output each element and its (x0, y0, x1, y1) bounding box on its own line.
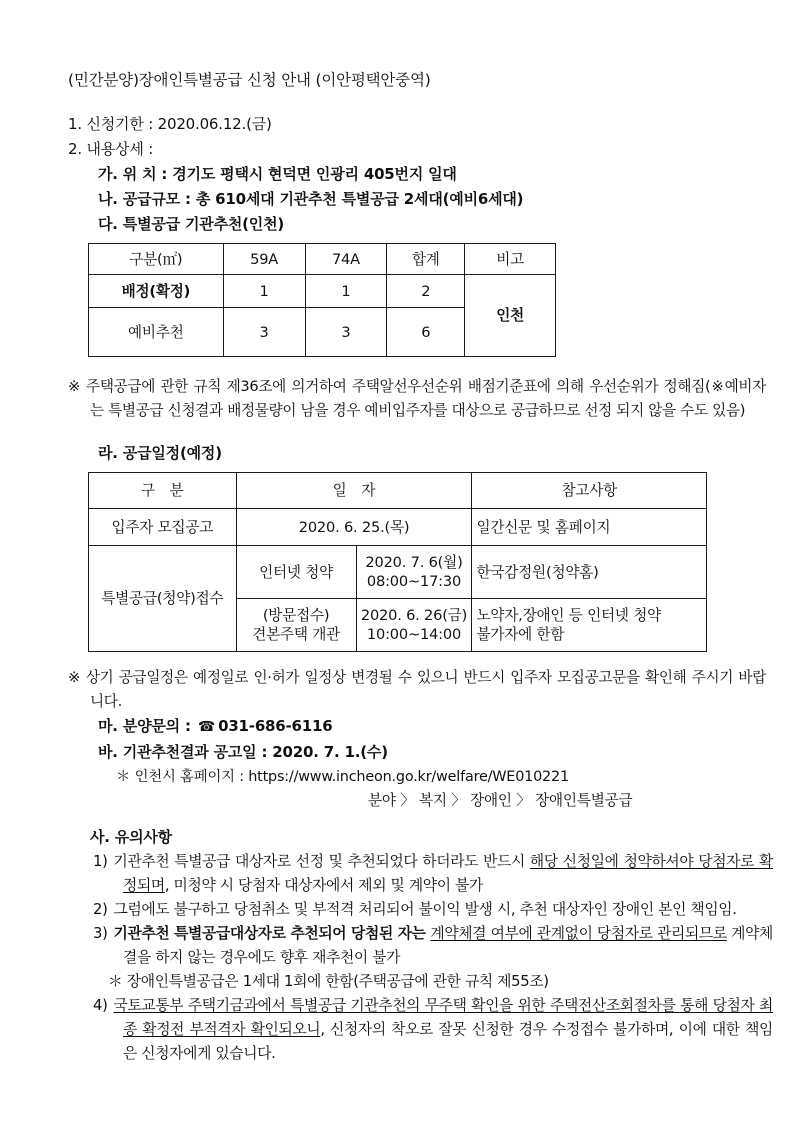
detail-location: 가. 위 치 : 경기도 평택시 현덕면 인광리 405번지 일대 (98, 165, 457, 183)
table-row (89, 546, 707, 599)
reference-mark-icon: ※ (68, 378, 82, 395)
allocation-row-reserve-label: 예비추천 (89, 308, 224, 357)
notice-item-4-part-1: 국토교통부 주택기금과에서 특별공급 기관추천의 무주택 확인을 위한 주택전산조회절차를 통해 당첨자 최종 확정전 부적격자 확인되오니 (113, 997, 773, 1038)
detail-supply-scale: 나. 공급규모 : 총 610세대 기관추천 특별공급 2세대(예비6세대) (98, 190, 524, 208)
allocation-header-category: 구분(㎡) (89, 244, 224, 275)
allocation-header-59a: 59A (223, 244, 305, 275)
notice-item-1-part-3: , 미청약 시 당첨자 대상자에서 제외 및 계약이 불가 (164, 877, 483, 894)
schedule-row1-remark: 일간신문 및 홈페이지 (472, 509, 707, 546)
allocation-row-reserve-59a: 3 (223, 308, 305, 357)
schedule-row3-date-line2: 10:00~14:00 (366, 626, 462, 643)
telephone-icon: ☎ (197, 719, 216, 735)
schedule-row3-subcategory (236, 599, 356, 652)
schedule-header-date-label: 일 자 (332, 482, 381, 499)
schedule-row3-date-line1: 2020. 6. 26(금) (360, 607, 468, 624)
table-row (89, 509, 707, 546)
schedule-table (88, 472, 707, 652)
notice-sub-item: ＊ 장애인특별공급은 1세대 1회에 한함(주택공급에 관한 규칙 제55조) (108, 973, 549, 990)
note-schedule-change (68, 666, 766, 714)
allocation-row-fixed-74a: 1 (305, 275, 387, 308)
notice-item-4 (68, 994, 773, 1066)
schedule-row3-sub-line1: (방문접수) (262, 607, 330, 624)
schedule-row3-remark (472, 599, 707, 652)
allocation-header-74a: 74A (305, 244, 387, 275)
note-priority-rule (68, 375, 766, 423)
sales-inquiry-label: 마. 분양문의 : (98, 717, 196, 735)
schedule-row3-date (356, 599, 472, 652)
notice-item-4-part-2: , 신청자의 착오로 잘못 신청한 경우 수정접수 불가하며, 이에 대한 책임은 신청자에게 있습니다. (123, 1021, 773, 1062)
schedule-row2-remark: 한국감정원(청약홈) (472, 546, 707, 599)
schedule-row2-subcategory: 인터넷 청약 (236, 546, 356, 599)
schedule-header-category (89, 473, 237, 509)
reference-mark-icon: ※ (68, 669, 81, 686)
notice-item-2 (68, 898, 773, 922)
allocation-row-fixed-total: 2 (387, 275, 465, 308)
notice-item-2-number: 2) (93, 901, 108, 918)
notice-item-1-part-1: 기관추천 특별공급 대상자로 선정 및 추천되었다 하더라도 반드시 (113, 853, 530, 870)
schedule-header-remark: 참고사항 (472, 473, 707, 509)
application-deadline: 1. 신청기한 : 2020.06.12.(금) (68, 115, 272, 133)
note-schedule-text: 상기 공급일정은 예정일로 인·허가 일정상 변경될 수 있으니 반드시 입주자 모집공고문을 확인해 주시기 바랍니다. (85, 669, 766, 710)
table-row-header (89, 473, 707, 509)
notice-item-3 (68, 922, 773, 970)
detail-schedule-heading: 라. 공급일정(예정) (98, 444, 222, 462)
schedule-header-date (236, 473, 472, 509)
allocation-row-fixed-59a: 1 (223, 275, 305, 308)
details-heading: 2. 내용상세 : (68, 140, 154, 158)
notice-item-4-number: 4) (93, 997, 108, 1014)
allocation-row-reserve-74a: 3 (305, 308, 387, 357)
schedule-receipt-category: 특별공급(청약)접수 (89, 546, 237, 652)
notice-item-3-part-1: 기관추천 특별공급대상자로 추천되어 당첨된 자는 (113, 925, 431, 942)
notice-item-1-number: 1) (93, 853, 108, 870)
schedule-row3-sub-line2: 견본주택 개관 (252, 626, 341, 643)
schedule-row3-remark-line1: 노약자,장애인 등 인터넷 청약 (476, 607, 661, 624)
schedule-row1-category: 입주자 모집공고 (89, 509, 237, 546)
detail-result-announcement: 바. 기관추천결과 공고일 : 2020. 7. 1.(수) (98, 743, 388, 761)
table-row-header (89, 244, 556, 275)
allocation-header-remark: 비고 (465, 244, 556, 275)
homepage-line (68, 765, 740, 789)
notice-item-1-part-2: 해당 신청일에 청약하셔야 당첨자로 확정되며 (123, 853, 773, 894)
homepage-url[interactable]: https://www.incheon.go.kr/welfare/WE010221 (248, 769, 569, 785)
detail-special-supply: 다. 특별공급 기관추천(인천) (98, 215, 285, 233)
allocation-header-total: 합계 (387, 244, 465, 275)
allocation-table (88, 243, 556, 357)
note-priority-text: 주택공급에 관한 규칙 제36조에 의거하여 주택알선우선순위 배점기준표에 의해 우선순위가 정해짐(※예비자는 특별공급 신청결과 배정물량이 남을 경우 예비입주자를 대상으로 공급하므로 선정 되지 않을 수도 있음) (86, 378, 766, 419)
breadcrumb: 분야 〉 복지 〉 장애인 〉 장애인특별공급 (368, 792, 633, 809)
page-title: (민간분양)장애인특별공급 신청 안내 (이안평택안중역) (68, 71, 431, 89)
schedule-header-category-label: 구 분 (140, 482, 189, 499)
notice-item-1 (68, 850, 773, 898)
schedule-row1-date: 2020. 6. 25.(목) (236, 509, 472, 546)
allocation-row-reserve-total: 6 (387, 308, 465, 357)
allocation-remark-cell: 인천 (465, 275, 556, 357)
schedule-row3-remark-line2: 불가자에 한함 (476, 626, 565, 643)
schedule-row2-date (356, 546, 472, 599)
schedule-row2-date-line2: 08:00~17:30 (366, 573, 462, 590)
notice-item-3-part-3: 계약체결을 하지 않는 경우에도 향후 재추천이 불가 (123, 925, 773, 966)
notice-item-3-number: 3) (93, 925, 108, 942)
detail-sales-inquiry (68, 714, 740, 740)
sales-inquiry-phone: 031-686-6116 (218, 717, 333, 735)
homepage-label: ＊ 인천시 홈페이지 : (116, 769, 249, 785)
table-row (89, 275, 556, 308)
schedule-row2-date-line1: 2020. 7. 6(월) (365, 554, 463, 571)
notice-item-3-part-2: 계약체결 여부에 관계없이 당첨자로 관리되므로 (430, 925, 727, 942)
notice-section-heading: 사. 유의사항 (90, 828, 172, 846)
allocation-row-fixed-label: 배정(확정) (89, 275, 224, 308)
notice-item-2-part-1: 그럼에도 불구하고 당첨취소 및 부적격 처리되어 불이익 발생 시, 추천 대상자인 장애인 본인 책임임. (113, 901, 737, 918)
